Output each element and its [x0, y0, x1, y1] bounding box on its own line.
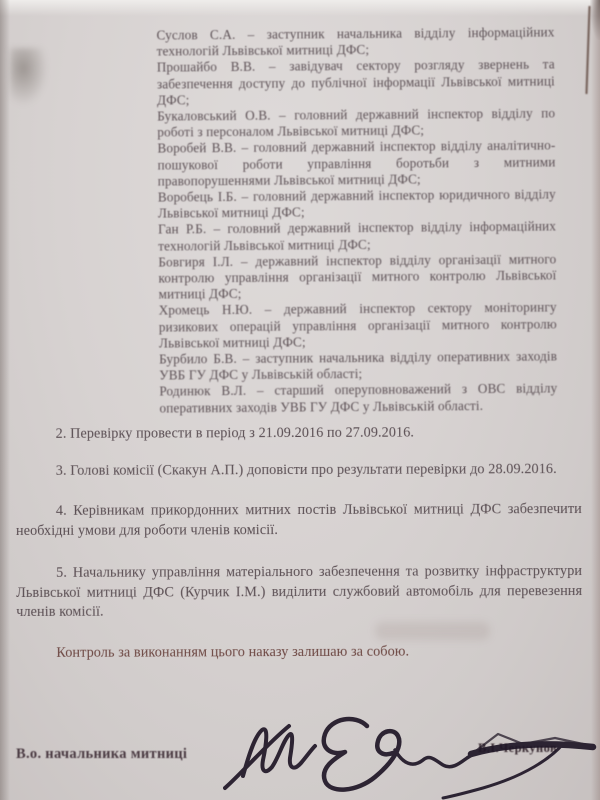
- signatory-title: В.о. начальника митниці: [16, 746, 188, 762]
- paper-top-highlight: [0, 0, 600, 16]
- commission-member-entry: Воробець І.Б. – головний державний інспектор юридичного відділу Львівської митниці ДФС;: [157, 186, 556, 221]
- commission-member-entry: Букаловський О.В. – головний державний інспектор відділу по роботі з персоналом Львівської митниці ДФС;: [157, 105, 556, 140]
- commission-member-entry: Бовгиря І.Л. – державний інспектор відділу організації митного контролю управління організації митного контролю Львівської митниці ДФС;: [158, 251, 557, 302]
- commission-member-entry: Хромець Н.Ю. – державний інспектор сектору моніторингу ризикових операцій управління організації митного контролю Львівської митниці ДФС;: [158, 299, 557, 351]
- signature-ink: [215, 688, 600, 800]
- commission-member-entry: Ган Р.Б. – головний державний інспектор відділу інформаційних технологій Львівської митниці ДФС;: [158, 218, 557, 254]
- commission-members-list: [156, 24, 557, 416]
- order-paragraph: 4. Керівникам прикордонних митних постів Львівської митниці ДФС забезпечити необхідні умови для роботи членів комісії.: [15, 501, 582, 539]
- commission-member-entry: Бурбило Б.В. – заступник начальника відділу оперативних заходів УВБ ГУ ДФС у Львівській області;: [159, 348, 558, 383]
- order-paragraph: 5. Начальнику управління матеріального забезпечення та розвитку інфраструктури Львівської митниці ДФС (Курчик І.М.) виділити службовий автомобіль для перевезення членів комісії.: [16, 563, 583, 620]
- order-paragraph: 3. Голові комісії (Скакун А.П.) доповісти про результати перевірки до 28.09.2016.: [55, 460, 557, 479]
- corner-shadow: [590, 0, 600, 40]
- commission-member-entry: Воробей В.В. – головний державний інспектор відділу аналітично-пошукової роботи управління боротьби з митними правопорушеннями Львівської митниці ДФС;: [157, 137, 556, 189]
- order-paragraph: Контроль за виконанням цього наказу залишаю за собою.: [56, 643, 410, 661]
- order-paragraphs: [16, 423, 583, 663]
- paper-left-edge-shadow: [0, 0, 10, 800]
- order-paragraph: 2. Перевірку провести в період з 21.09.2016 по 27.09.2016.: [55, 424, 415, 442]
- commission-member-entry: Прошайбо В.В. – завідувач сектору розгляду звернень та забезпечення доступу до публічної інформації Львівської митниці ДФС;: [156, 56, 555, 108]
- corner-smudge: [10, 48, 48, 106]
- commission-member-entry: Родинюк В.Л. – старший оперуповноважений з ОВС відділу оперативних заходів УВБ ГУ ДФС у Львівській області.: [159, 380, 558, 416]
- paper-right-edge-shadow: [591, 0, 600, 800]
- commission-member-entry: Суслов С.А. – заступник начальника відділу інформаційних технологій Львівської митниці ДФС;: [156, 24, 555, 59]
- signatory-name: В.І.Черкунов: [478, 741, 558, 755]
